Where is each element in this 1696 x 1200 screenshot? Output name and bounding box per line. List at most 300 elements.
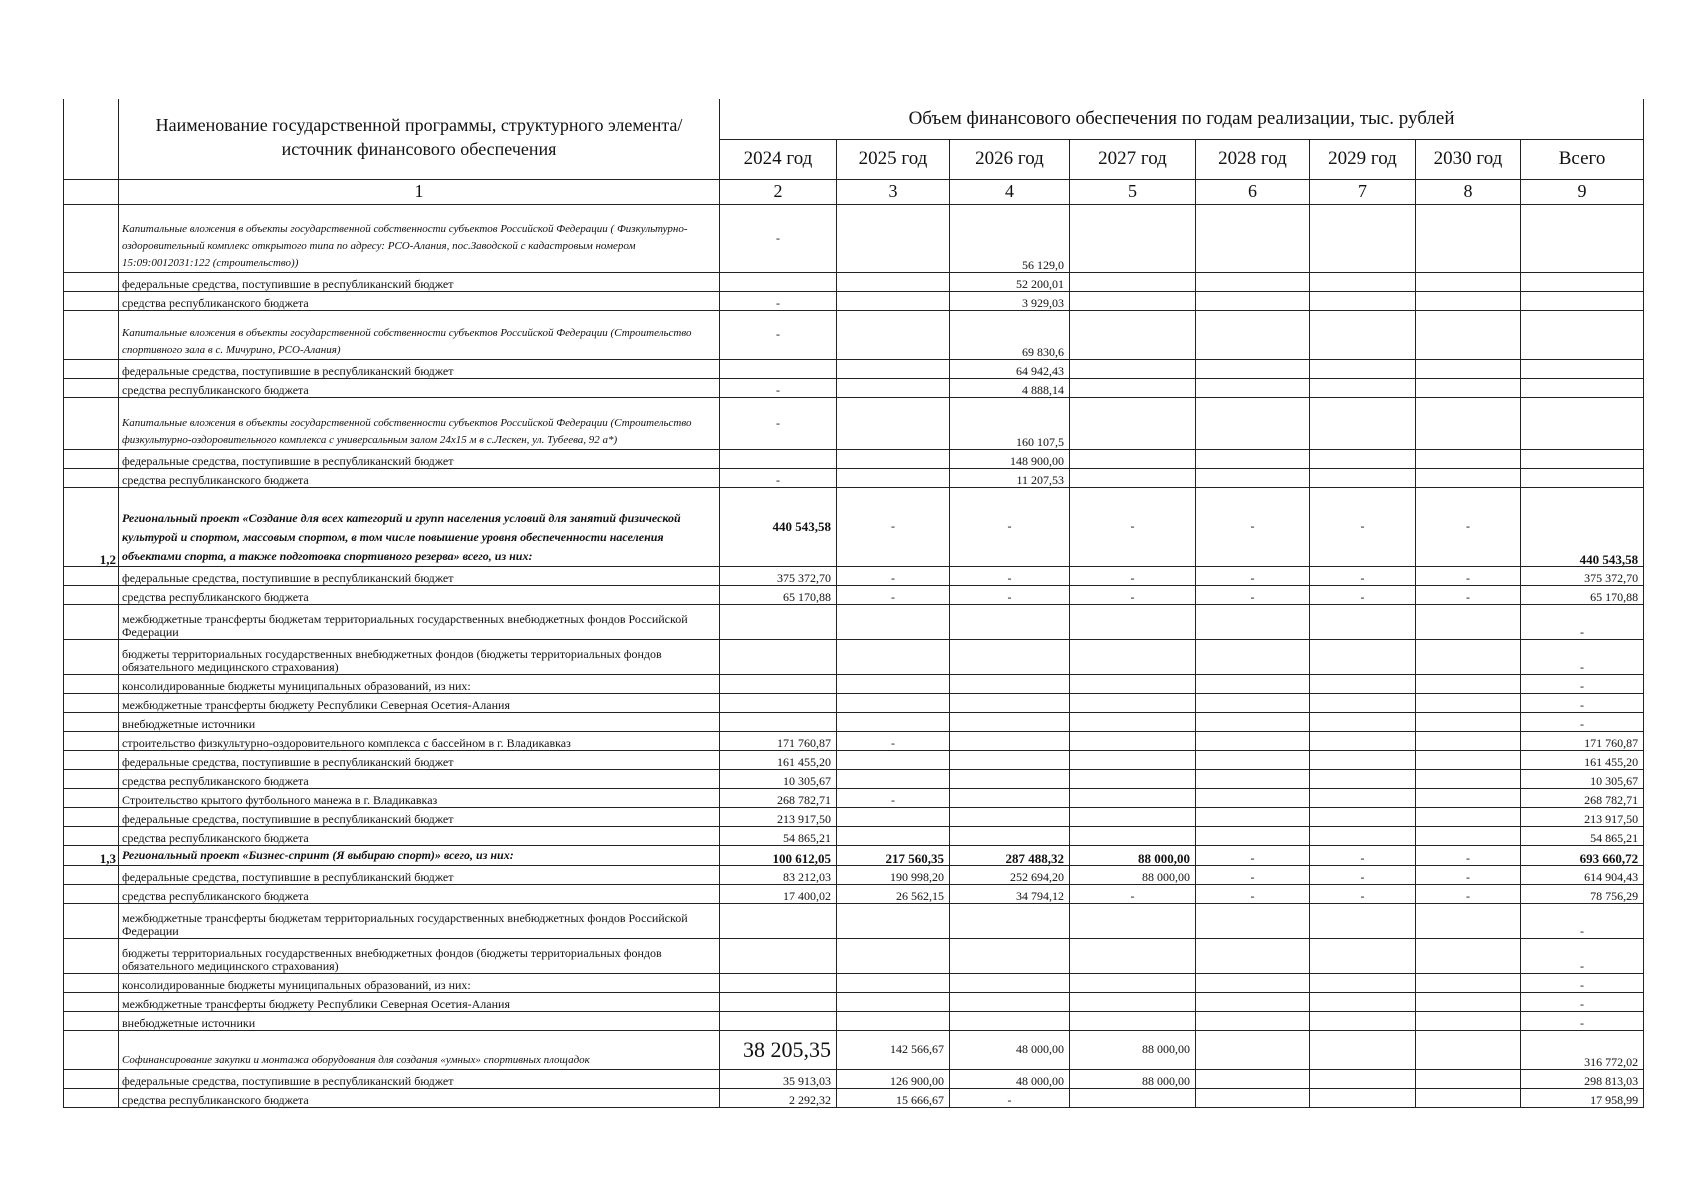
row-number-cell xyxy=(64,769,119,788)
value-cell xyxy=(1196,359,1310,378)
value-cell: - xyxy=(1416,487,1521,566)
row-name-cell: консолидированные бюджеты муниципальных образований, из них: xyxy=(119,973,720,992)
value-cell xyxy=(1196,310,1310,359)
row-name-cell: межбюджетные трансферты бюджетам территориальных государственных внебюджетных фондов Российской Федерации xyxy=(119,903,720,938)
value-cell xyxy=(1196,903,1310,938)
value-cell xyxy=(1310,378,1416,397)
value-cell xyxy=(950,731,1070,750)
value-cell xyxy=(837,378,950,397)
year-2030-header: 2030 год xyxy=(1416,139,1521,179)
value-cell xyxy=(1070,639,1196,674)
table-row xyxy=(64,468,1644,487)
value-cell: - xyxy=(1521,639,1644,674)
value-cell: - xyxy=(950,566,1070,585)
table-row xyxy=(64,1069,1644,1088)
value-cell: - xyxy=(1310,585,1416,604)
year-2024-header: 2024 год xyxy=(720,139,837,179)
value-cell xyxy=(1310,468,1416,487)
value-cell xyxy=(1310,310,1416,359)
table-row xyxy=(64,1088,1644,1107)
row-name-cell: внебюджетные источники xyxy=(119,1011,720,1030)
value-cell xyxy=(950,973,1070,992)
value-cell xyxy=(1196,674,1310,693)
value-cell: 65 170,88 xyxy=(1521,585,1644,604)
value-cell xyxy=(720,992,837,1011)
value-cell: - xyxy=(1310,845,1416,865)
value-cell xyxy=(1070,750,1196,769)
value-cell xyxy=(1070,788,1196,807)
table-row xyxy=(64,639,1644,674)
value-cell: - xyxy=(720,310,837,359)
value-cell xyxy=(1521,397,1644,449)
value-cell xyxy=(837,397,950,449)
value-cell xyxy=(720,359,837,378)
row-number-cell xyxy=(64,865,119,884)
table-row xyxy=(64,938,1644,973)
value-cell xyxy=(950,693,1070,712)
value-cell: - xyxy=(1521,712,1644,731)
value-cell: - xyxy=(720,468,837,487)
value-cell: 78 756,29 xyxy=(1521,884,1644,903)
table-row xyxy=(64,693,1644,712)
value-cell xyxy=(1070,992,1196,1011)
value-cell xyxy=(837,938,950,973)
value-cell: 693 660,72 xyxy=(1521,845,1644,865)
value-cell xyxy=(1416,750,1521,769)
table-row xyxy=(64,487,1644,566)
row-number-cell xyxy=(64,310,119,359)
value-cell xyxy=(720,449,837,468)
row-number-cell xyxy=(64,731,119,750)
value-cell: 126 900,00 xyxy=(837,1069,950,1088)
row-number-cell xyxy=(64,639,119,674)
value-cell xyxy=(1196,712,1310,731)
value-cell xyxy=(1196,1011,1310,1030)
row-number-cell xyxy=(64,566,119,585)
value-cell xyxy=(1310,992,1416,1011)
value-cell xyxy=(1070,1011,1196,1030)
value-cell: - xyxy=(1310,566,1416,585)
value-cell: - xyxy=(1196,585,1310,604)
value-cell xyxy=(837,639,950,674)
value-cell xyxy=(1070,903,1196,938)
value-cell xyxy=(837,769,950,788)
column-number: 2 xyxy=(720,179,837,204)
table-row xyxy=(64,310,1644,359)
value-cell xyxy=(837,693,950,712)
value-cell xyxy=(720,674,837,693)
column-number: 3 xyxy=(837,179,950,204)
table-row xyxy=(64,566,1644,585)
table-row xyxy=(64,750,1644,769)
value-cell xyxy=(837,604,950,639)
value-cell xyxy=(1416,449,1521,468)
value-cell xyxy=(1196,731,1310,750)
row-number-cell xyxy=(64,378,119,397)
value-cell: 65 170,88 xyxy=(720,585,837,604)
row-number-cell xyxy=(64,291,119,310)
value-cell xyxy=(1416,973,1521,992)
value-cell: 3 929,03 xyxy=(950,291,1070,310)
value-cell xyxy=(1196,468,1310,487)
value-cell xyxy=(1310,359,1416,378)
column-number: 5 xyxy=(1070,179,1196,204)
value-cell xyxy=(1416,731,1521,750)
table-row xyxy=(64,865,1644,884)
row-name-cell: федеральные средства, поступившие в республиканский бюджет xyxy=(119,807,720,826)
financing-table xyxy=(63,99,1644,1108)
value-cell xyxy=(1196,378,1310,397)
value-cell xyxy=(720,973,837,992)
value-cell xyxy=(1310,397,1416,449)
value-cell xyxy=(720,693,837,712)
value-cell xyxy=(837,272,950,291)
value-cell: - xyxy=(1196,865,1310,884)
row-number-cell xyxy=(64,693,119,712)
table-row xyxy=(64,585,1644,604)
table-row xyxy=(64,204,1644,272)
row-name-cell: межбюджетные трансферты бюджетам территориальных государственных внебюджетных фондов Российской Федерации xyxy=(119,604,720,639)
value-cell: - xyxy=(1416,566,1521,585)
value-cell: 252 694,20 xyxy=(950,865,1070,884)
value-cell: 375 372,70 xyxy=(1521,566,1644,585)
value-cell xyxy=(1416,903,1521,938)
value-cell: 316 772,02 xyxy=(1521,1030,1644,1069)
row-name-cell: межбюджетные трансферты бюджету Республики Северная Осетия-Алания xyxy=(119,992,720,1011)
value-cell xyxy=(1196,826,1310,845)
value-cell xyxy=(950,639,1070,674)
table-row xyxy=(64,449,1644,468)
row-number-cell xyxy=(64,973,119,992)
value-cell xyxy=(837,992,950,1011)
value-cell xyxy=(1310,750,1416,769)
value-cell xyxy=(837,291,950,310)
value-cell xyxy=(1310,291,1416,310)
column-number: 4 xyxy=(950,179,1070,204)
value-cell xyxy=(1521,359,1644,378)
value-cell: 161 455,20 xyxy=(720,750,837,769)
value-cell xyxy=(1521,378,1644,397)
value-cell xyxy=(1196,938,1310,973)
table-row xyxy=(64,769,1644,788)
row-name-cell: бюджеты территориальных государственных внебюджетных фондов (бюджеты территориальных фондов обязательного медицинского страхования) xyxy=(119,639,720,674)
row-number-cell xyxy=(64,1069,119,1088)
value-cell: - xyxy=(837,566,950,585)
value-cell xyxy=(1070,378,1196,397)
row-name-cell: средства республиканского бюджета xyxy=(119,468,720,487)
value-cell xyxy=(837,449,950,468)
row-number-cell xyxy=(64,604,119,639)
value-cell xyxy=(950,712,1070,731)
value-cell xyxy=(837,310,950,359)
row-name-cell: средства республиканского бюджета xyxy=(119,1088,720,1107)
value-cell xyxy=(1070,731,1196,750)
value-cell: - xyxy=(1521,973,1644,992)
value-cell xyxy=(1521,449,1644,468)
value-cell: - xyxy=(1196,487,1310,566)
value-cell xyxy=(1070,449,1196,468)
row-name-cell: средства республиканского бюджета xyxy=(119,378,720,397)
table-row xyxy=(64,272,1644,291)
value-cell xyxy=(1310,604,1416,639)
total-header: Всего xyxy=(1521,139,1644,179)
value-cell xyxy=(950,604,1070,639)
value-cell: 160 107,5 xyxy=(950,397,1070,449)
value-cell xyxy=(1521,204,1644,272)
value-cell: - xyxy=(1521,903,1644,938)
value-cell: - xyxy=(720,397,837,449)
column-number: 1 xyxy=(119,179,720,204)
year-2025-header: 2025 год xyxy=(837,139,950,179)
row-number-cell: 1,2 xyxy=(64,487,119,566)
value-cell xyxy=(837,903,950,938)
value-cell xyxy=(1070,769,1196,788)
row-name-cell: федеральные средства, поступившие в республиканский бюджет xyxy=(119,1069,720,1088)
value-cell: 10 305,67 xyxy=(720,769,837,788)
row-name-cell: Региональный проект «Бизнес-спринт (Я выбираю спорт)» всего, из них: xyxy=(119,845,720,865)
row-number-cell xyxy=(64,674,119,693)
value-cell: - xyxy=(837,487,950,566)
row-number-cell xyxy=(64,938,119,973)
value-cell xyxy=(1310,204,1416,272)
value-cell: 38 205,35 xyxy=(720,1030,837,1069)
value-cell xyxy=(1310,639,1416,674)
value-cell xyxy=(1310,938,1416,973)
value-cell xyxy=(1070,272,1196,291)
value-cell: 213 917,50 xyxy=(720,807,837,826)
column-number-blank xyxy=(64,179,119,204)
row-name-cell: средства республиканского бюджета xyxy=(119,769,720,788)
value-cell xyxy=(837,359,950,378)
value-cell xyxy=(950,807,1070,826)
value-cell: - xyxy=(1521,938,1644,973)
value-cell xyxy=(1070,693,1196,712)
row-number-cell xyxy=(64,1030,119,1069)
row-number-cell xyxy=(64,807,119,826)
value-cell xyxy=(1416,468,1521,487)
table-row xyxy=(64,826,1644,845)
value-cell xyxy=(1416,359,1521,378)
value-cell xyxy=(1070,359,1196,378)
value-cell xyxy=(837,712,950,731)
value-cell xyxy=(720,272,837,291)
value-cell xyxy=(1416,769,1521,788)
value-cell xyxy=(1416,807,1521,826)
value-cell: 614 904,43 xyxy=(1521,865,1644,884)
value-cell xyxy=(1310,712,1416,731)
value-cell: 100 612,05 xyxy=(720,845,837,865)
row-number-cell xyxy=(64,992,119,1011)
value-cell xyxy=(1416,378,1521,397)
table-row xyxy=(64,884,1644,903)
value-cell xyxy=(1416,693,1521,712)
value-cell xyxy=(1196,397,1310,449)
value-cell xyxy=(1070,826,1196,845)
value-cell: 15 666,67 xyxy=(837,1088,950,1107)
value-cell xyxy=(837,204,950,272)
value-cell: 440 543,58 xyxy=(720,487,837,566)
value-cell xyxy=(1196,272,1310,291)
value-cell xyxy=(837,468,950,487)
value-cell xyxy=(1416,204,1521,272)
value-cell xyxy=(1310,1069,1416,1088)
value-cell xyxy=(1310,1011,1416,1030)
table-row xyxy=(64,674,1644,693)
value-cell xyxy=(1196,1030,1310,1069)
row-name-cell: Капитальные вложения в объекты государственной собственности субъектов Российской Федерации ( Физкультурно-оздоровительный комплекс открытого типа по адресу: РСО-Алания, пос.Заводской с кадастровым номером 15:09:0012031:122 (строительство)) xyxy=(119,204,720,272)
value-cell: - xyxy=(1416,845,1521,865)
row-name-cell: консолидированные бюджеты муниципальных образований, из них: xyxy=(119,674,720,693)
value-cell: 213 917,50 xyxy=(1521,807,1644,826)
value-cell xyxy=(1196,788,1310,807)
value-cell xyxy=(1416,1088,1521,1107)
value-cell xyxy=(1416,604,1521,639)
value-cell xyxy=(1196,992,1310,1011)
year-2026-header: 2026 год xyxy=(950,139,1070,179)
value-cell xyxy=(1416,1030,1521,1069)
row-number-cell: 1,3 xyxy=(64,845,119,865)
table-row xyxy=(64,973,1644,992)
value-cell xyxy=(1070,291,1196,310)
row-number-cell xyxy=(64,468,119,487)
value-cell xyxy=(950,992,1070,1011)
value-cell: 34 794,12 xyxy=(950,884,1070,903)
value-cell xyxy=(720,604,837,639)
value-cell xyxy=(720,938,837,973)
row-number-header xyxy=(64,99,119,179)
value-cell xyxy=(1310,807,1416,826)
row-number-cell xyxy=(64,397,119,449)
value-cell: 88 000,00 xyxy=(1070,1030,1196,1069)
row-name-cell: бюджеты территориальных государственных внебюджетных фондов (бюджеты территориальных фондов обязательного медицинского страхования) xyxy=(119,938,720,973)
value-cell: - xyxy=(1310,884,1416,903)
value-cell xyxy=(1416,992,1521,1011)
value-cell: 54 865,21 xyxy=(720,826,837,845)
row-name-cell: федеральные средства, поступившие в республиканский бюджет xyxy=(119,272,720,291)
table-row xyxy=(64,291,1644,310)
program-name-header: Наименование государственной программы, структурного элемента/источник финансового обеспечения xyxy=(119,99,720,179)
year-2028-header: 2028 год xyxy=(1196,139,1310,179)
value-cell xyxy=(1521,291,1644,310)
value-cell: 375 372,70 xyxy=(720,566,837,585)
value-cell xyxy=(1416,826,1521,845)
value-cell: - xyxy=(950,1088,1070,1107)
row-number-cell xyxy=(64,903,119,938)
value-cell: - xyxy=(1416,865,1521,884)
value-cell xyxy=(1416,397,1521,449)
value-cell: 142 566,67 xyxy=(837,1030,950,1069)
value-cell xyxy=(1310,788,1416,807)
value-cell xyxy=(720,712,837,731)
value-cell: 10 305,67 xyxy=(1521,769,1644,788)
value-cell: 48 000,00 xyxy=(950,1069,1070,1088)
table-row xyxy=(64,731,1644,750)
value-cell xyxy=(1070,397,1196,449)
value-cell: 298 813,03 xyxy=(1521,1069,1644,1088)
row-name-cell: федеральные средства, поступившие в республиканский бюджет xyxy=(119,865,720,884)
value-cell xyxy=(950,769,1070,788)
value-cell: - xyxy=(1521,992,1644,1011)
value-cell xyxy=(1070,468,1196,487)
value-cell xyxy=(950,750,1070,769)
table-row xyxy=(64,1011,1644,1030)
value-cell: - xyxy=(720,204,837,272)
row-name-cell: Капитальные вложения в объекты государственной собственности субъектов Российской Федерации (Строительство спортивного зала в с. Мичурино, РСО-Алания) xyxy=(119,310,720,359)
value-cell: 11 207,53 xyxy=(950,468,1070,487)
row-name-cell: межбюджетные трансферты бюджету Республики Северная Осетия-Алания xyxy=(119,693,720,712)
value-cell xyxy=(837,973,950,992)
column-number: 6 xyxy=(1196,179,1310,204)
value-cell: 88 000,00 xyxy=(1070,865,1196,884)
value-cell xyxy=(837,826,950,845)
value-cell xyxy=(1196,449,1310,468)
value-cell xyxy=(1521,272,1644,291)
value-cell xyxy=(1310,826,1416,845)
row-number-cell xyxy=(64,884,119,903)
value-cell: 161 455,20 xyxy=(1521,750,1644,769)
value-cell xyxy=(1070,973,1196,992)
value-cell xyxy=(950,903,1070,938)
year-2027-header: 2027 год xyxy=(1070,139,1196,179)
value-cell xyxy=(1070,604,1196,639)
value-cell xyxy=(950,788,1070,807)
row-number-cell xyxy=(64,585,119,604)
row-name-cell: Региональный проект «Создание для всех категорий и групп населения условий для занятий физической культурой и спортом, массовым спортом, в том числе повышение уровня обеспеченности населения объектами спорта, а также подготовка спортивного резерва» всего, из них: xyxy=(119,487,720,566)
value-cell xyxy=(1310,973,1416,992)
value-cell xyxy=(720,1011,837,1030)
row-name-cell: Капитальные вложения в объекты государственной собственности субъектов Российской Федерации (Строительство физкультурно-оздоровительного комплекса с универсальным залом 24x15 м в с.Лескен, ул. Тубеева, 92 а*) xyxy=(119,397,720,449)
value-cell xyxy=(1416,1011,1521,1030)
row-name-cell: Софинансирование закупки и монтажа оборудования для создания «умных» спортивных площадок xyxy=(119,1030,720,1069)
table-row xyxy=(64,604,1644,639)
financing-table-body xyxy=(64,204,1644,1107)
value-cell xyxy=(1310,1030,1416,1069)
value-cell xyxy=(1310,693,1416,712)
value-cell: - xyxy=(837,788,950,807)
value-cell: 190 998,20 xyxy=(837,865,950,884)
value-cell xyxy=(1416,272,1521,291)
value-cell xyxy=(1196,769,1310,788)
value-cell: 64 942,43 xyxy=(950,359,1070,378)
value-cell: 4 888,14 xyxy=(950,378,1070,397)
value-cell xyxy=(720,903,837,938)
value-cell xyxy=(720,639,837,674)
table-row xyxy=(64,845,1644,865)
value-cell: 88 000,00 xyxy=(1070,1069,1196,1088)
value-cell xyxy=(1196,750,1310,769)
row-number-cell xyxy=(64,272,119,291)
row-name-cell: средства республиканского бюджета xyxy=(119,585,720,604)
table-row xyxy=(64,788,1644,807)
value-cell: 217 560,35 xyxy=(837,845,950,865)
value-cell: - xyxy=(720,291,837,310)
row-number-cell xyxy=(64,750,119,769)
table-row xyxy=(64,397,1644,449)
row-name-cell: строительство физкультурно-оздоровительного комплекса с бассейном в г. Владикавказ xyxy=(119,731,720,750)
row-number-cell xyxy=(64,826,119,845)
row-name-cell: средства республиканского бюджета xyxy=(119,884,720,903)
row-name-cell: федеральные средства, поступившие в республиканский бюджет xyxy=(119,750,720,769)
value-cell xyxy=(1416,639,1521,674)
table-row xyxy=(64,359,1644,378)
row-name-cell: средства республиканского бюджета xyxy=(119,826,720,845)
value-cell xyxy=(1070,674,1196,693)
value-cell: - xyxy=(1196,566,1310,585)
value-cell xyxy=(1416,938,1521,973)
value-cell xyxy=(837,1011,950,1030)
value-cell xyxy=(1070,712,1196,731)
value-cell: 48 000,00 xyxy=(950,1030,1070,1069)
